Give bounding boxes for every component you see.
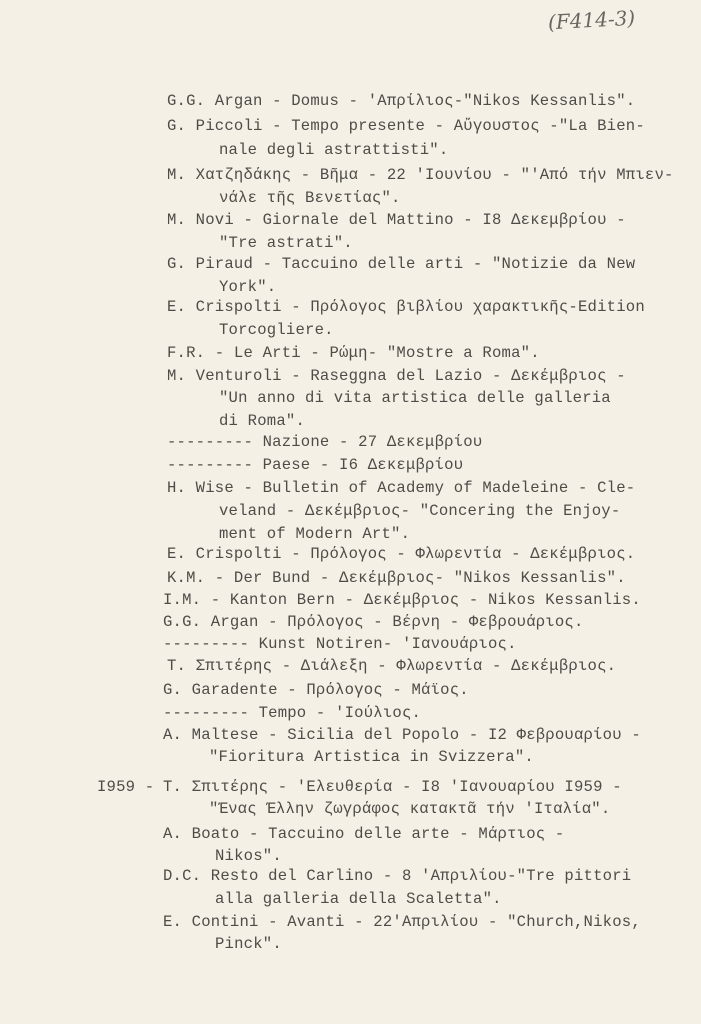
- entry-line: G. Piccoli - Tempo presente - Αὔγουστος -"La Bien-: [167, 117, 645, 135]
- entry-line: G.G. Argan - Domus - 'Απρίλιος-"Nikos Kessanlis".: [167, 92, 636, 110]
- entry-line: G. Garadente - Πρόλογος - Μάϊος.: [163, 681, 469, 699]
- entry-continuation: veland - Δεκέμβριος- "Concering the Enjoy-: [219, 502, 621, 520]
- entry-line: K.M. - Der Bund - Δεκέμβριος- "Nikos Kessanlis".: [167, 569, 626, 587]
- entry-line: --------- Paese - I6 Δεκεμβρίου: [167, 456, 464, 474]
- entry-line: T. Σπιτέρης - Διάλεξη - Φλωρεντία - Δεκέμβριος.: [167, 657, 617, 675]
- entry-line: I.M. - Kanton Bern - Δεκέμβριος - Nikos Kessanlis.: [163, 591, 641, 609]
- entry-continuation: νάλε τῆς Βενετίας".: [219, 189, 401, 207]
- entry-continuation: Torcogliere.: [219, 321, 334, 339]
- entry-line: G. Piraud - Taccuino delle arti - "Notizie da New: [167, 255, 636, 273]
- entry-line: M. Venturoli - Raseggna del Lazio - Δεκέμβριος -: [167, 367, 626, 385]
- entry-line: G.G. Argan - Πρόλογος - Βέρνη - Φεβρουάριος.: [163, 613, 584, 631]
- entry-line: D.C. Resto del Carlino - 8 'Απριλίου-"Tre pittori: [163, 867, 632, 885]
- entry-line: M. Χατζηδάκης - Βῆμα - 22 'Ιουνίου - "'Από τήν Μπιεν-: [167, 166, 674, 184]
- handwritten-archive-note: (F414-3): [547, 5, 636, 35]
- year-label: I959 -: [97, 778, 155, 796]
- entry-line: E. Crispolti - Πρόλογος - Φλωρεντία - Δεκέμβριος.: [167, 545, 636, 563]
- entry-continuation: nale degli astrattisti".: [219, 141, 449, 159]
- entry-line: --------- Kunst Notiren- 'Ιανουάριος.: [163, 635, 517, 653]
- entry-continuation: Pinck".: [215, 935, 282, 953]
- entry-continuation: "Ένας Έλλην ζωγράφος κατακτᾶ τήν 'Ιταλία".: [209, 800, 611, 818]
- entry-line: --------- Tempo - 'Ιούλιος.: [163, 704, 422, 722]
- entry-continuation: "Tre astrati".: [219, 234, 353, 252]
- entry-continuation: alla galleria della Scaletta".: [215, 890, 502, 908]
- entry-line: M. Novi - Giornale del Mattino - I8 Δεκεμβρίου -: [167, 211, 626, 229]
- entry-line: E. Contini - Avanti - 22'Απριλίου - "Church,Nikos,: [163, 913, 641, 931]
- entry-continuation: Nikos".: [215, 847, 282, 865]
- entry-line: F.R. - Le Arti - Ρώμη- "Mostre a Roma".: [167, 344, 540, 362]
- entry-line: --------- Nazione - 27 Δεκεμβρίου: [167, 433, 483, 451]
- entry-continuation: York".: [219, 278, 277, 296]
- entry-line: E. Crispolti - Πρόλογος βιβλίου χαρακτικῆς-Edition: [167, 298, 645, 316]
- entry-line: T. Σπιτέρης - 'Ελευθερία - I8 'Ιανουαρίου I959 -: [163, 778, 622, 796]
- entry-continuation: di Roma".: [219, 412, 306, 430]
- entry-continuation: "Un anno di vita artistica delle galleria: [219, 389, 611, 407]
- entry-line: H. Wise - Bulletin of Academy of Madeleine - Cle-: [167, 479, 636, 497]
- entry-line: A. Boato - Taccuino delle arte - Μάρτιος -: [163, 825, 565, 843]
- entry-continuation: "Fioritura Artistica in Svizzera".: [209, 748, 534, 766]
- entry-continuation: ment of Modern Art".: [219, 525, 411, 543]
- entry-line: A. Maltese - Sicilia del Popolo - I2 Φεβρουαρίου -: [163, 726, 641, 744]
